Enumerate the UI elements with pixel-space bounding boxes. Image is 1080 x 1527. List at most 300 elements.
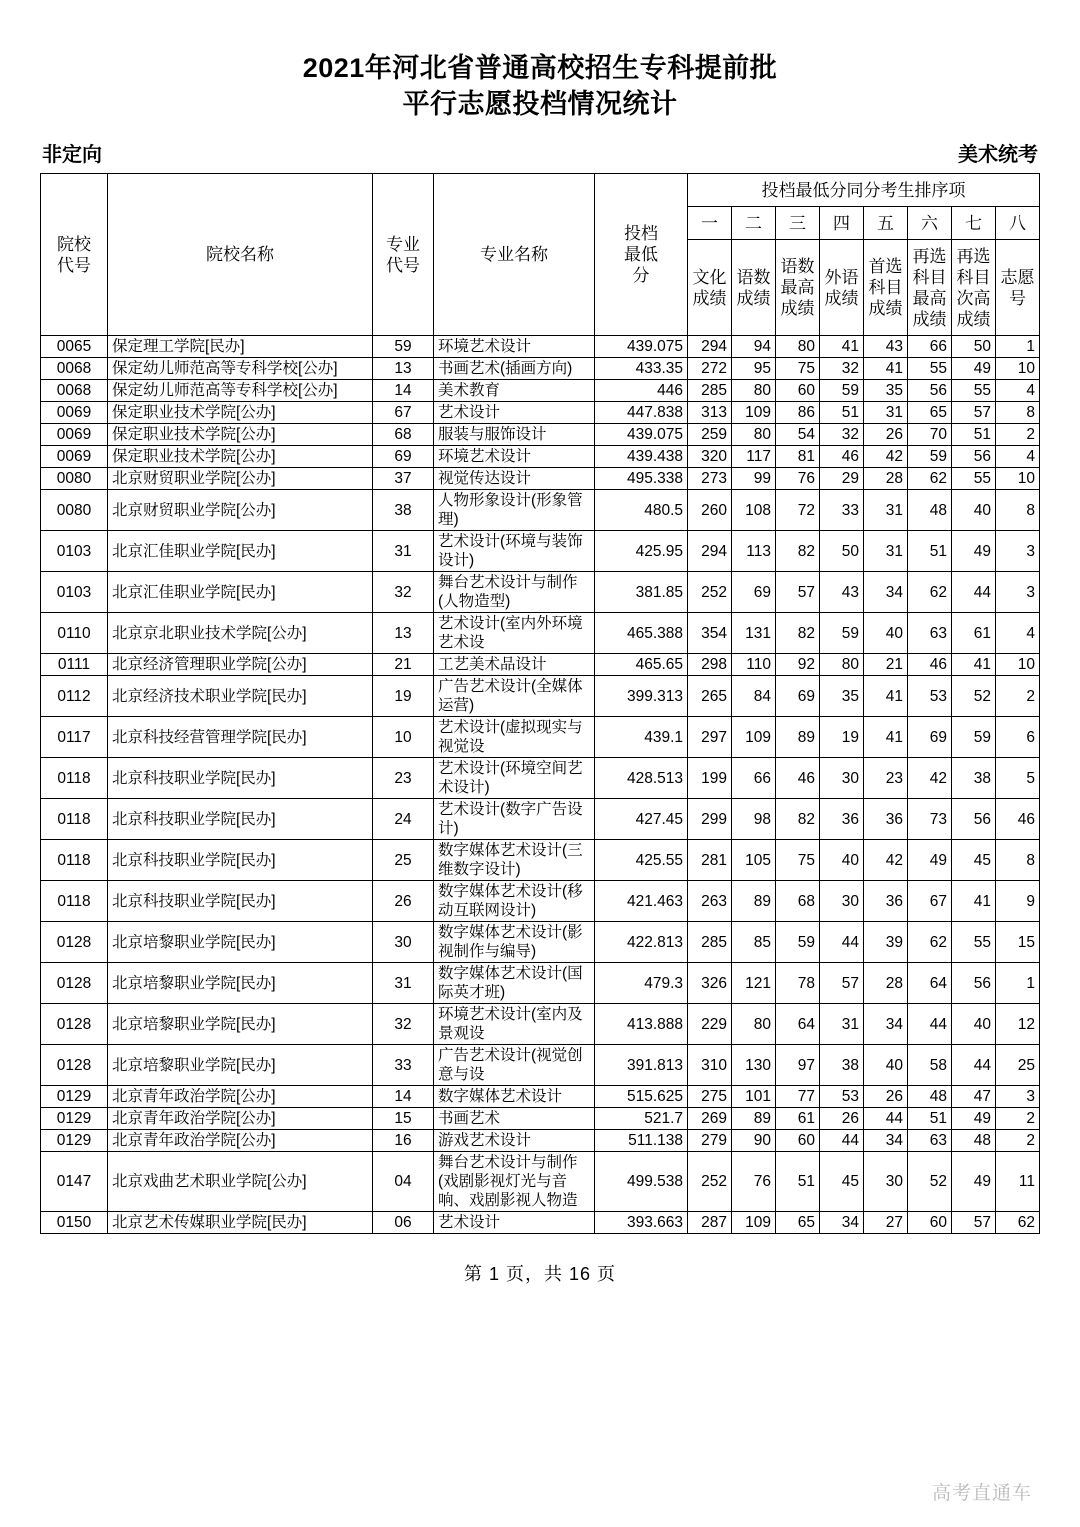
cell-reselect-second: 56 bbox=[952, 446, 996, 468]
cell-reselect-second: 47 bbox=[952, 1086, 996, 1108]
cell-chinese-math: 108 bbox=[732, 490, 776, 531]
cell-first-choice: 26 bbox=[864, 424, 908, 446]
cell-volunteer-no: 2 bbox=[996, 1108, 1040, 1130]
cell-foreign: 51 bbox=[820, 402, 864, 424]
cell-chinese-math-max: 68 bbox=[776, 881, 820, 922]
table-row bbox=[41, 1152, 1040, 1212]
cell-major-code: 37 bbox=[373, 468, 434, 490]
cell-major-code: 14 bbox=[373, 380, 434, 402]
cell-major-code: 23 bbox=[373, 758, 434, 799]
cell-first-choice: 40 bbox=[864, 613, 908, 654]
cell-school-name: 北京汇佳职业学院[民办] bbox=[108, 572, 373, 613]
cell-reselect-max: 64 bbox=[908, 963, 952, 1004]
cell-volunteer-no: 3 bbox=[996, 531, 1040, 572]
cell-chinese-math-max: 76 bbox=[776, 468, 820, 490]
cell-major-name-text: 游戏艺术设计 bbox=[438, 1132, 532, 1149]
col-header-volunteer-no: 志愿 号 bbox=[996, 240, 1040, 336]
cell-reselect-second: 49 bbox=[952, 531, 996, 572]
cell-reselect-second: 48 bbox=[952, 1130, 996, 1152]
cell-major-name-text: 人物形象设计(形象管理) bbox=[438, 492, 583, 528]
cell-major-code: 25 bbox=[373, 840, 434, 881]
cell-chinese-math-max: 64 bbox=[776, 1004, 820, 1045]
cell-chinese-math: 101 bbox=[732, 1086, 776, 1108]
cell-major-name bbox=[434, 490, 595, 531]
cell-major-name bbox=[434, 380, 595, 402]
cell-first-choice: 44 bbox=[864, 1108, 908, 1130]
cell-first-choice: 35 bbox=[864, 380, 908, 402]
cell-school-code: 0129 bbox=[41, 1086, 108, 1108]
cell-chinese-math-max: 80 bbox=[776, 336, 820, 358]
cell-major-name-text: 广告艺术设计(视觉创意与设 bbox=[438, 1047, 583, 1083]
cell-major-code: 38 bbox=[373, 490, 434, 531]
cell-min-score: 479.3 bbox=[595, 963, 688, 1004]
cell-school-name: 北京培黎职业学院[民办] bbox=[108, 1004, 373, 1045]
cell-chinese-math: 80 bbox=[732, 424, 776, 446]
cell-foreign: 30 bbox=[820, 881, 864, 922]
cell-foreign: 31 bbox=[820, 1004, 864, 1045]
cell-first-choice: 41 bbox=[864, 358, 908, 380]
table-row bbox=[41, 1004, 1040, 1045]
cell-culture: 199 bbox=[688, 758, 732, 799]
cell-chinese-math: 76 bbox=[732, 1152, 776, 1212]
page-footer: 第 1 页，共 16 页 bbox=[463, 1264, 617, 1284]
cell-major-code: 33 bbox=[373, 1045, 434, 1086]
table-row bbox=[41, 654, 1040, 676]
cell-volunteer-no: 2 bbox=[996, 676, 1040, 717]
cell-reselect-max: 63 bbox=[908, 613, 952, 654]
cell-reselect-second: 49 bbox=[952, 1152, 996, 1212]
cell-foreign: 45 bbox=[820, 1152, 864, 1212]
cell-major-name bbox=[434, 881, 595, 922]
cell-major-name bbox=[434, 963, 595, 1004]
cell-foreign: 50 bbox=[820, 531, 864, 572]
cell-major-name-text: 书画艺术(插画方向) bbox=[438, 360, 573, 377]
cell-major-name bbox=[434, 424, 595, 446]
cell-culture: 294 bbox=[688, 336, 732, 358]
cell-school-code: 0112 bbox=[41, 676, 108, 717]
cell-school-code: 0068 bbox=[41, 380, 108, 402]
cell-school-name: 北京科技经营管理学院[民办] bbox=[108, 717, 373, 758]
col-header-ordinal-6: 六 bbox=[908, 207, 952, 240]
cell-school-name: 北京艺术传媒职业学院[民办] bbox=[108, 1212, 373, 1234]
cell-foreign: 34 bbox=[820, 1212, 864, 1234]
cell-chinese-math-max: 75 bbox=[776, 358, 820, 380]
cell-first-choice: 27 bbox=[864, 1212, 908, 1234]
cell-major-name bbox=[434, 1045, 595, 1086]
cell-culture: 269 bbox=[688, 1108, 732, 1130]
cell-chinese-math-max: 86 bbox=[776, 402, 820, 424]
cell-school-name: 保定职业技术学院[公办] bbox=[108, 446, 373, 468]
cell-major-code: 26 bbox=[373, 881, 434, 922]
cell-major-name bbox=[434, 717, 595, 758]
cell-major-name-text: 舞台艺术设计与制作(人物造型) bbox=[438, 574, 578, 610]
subheader-row bbox=[40, 138, 1040, 173]
cell-major-name bbox=[434, 1108, 595, 1130]
table-row bbox=[41, 758, 1040, 799]
cell-chinese-math-max: 82 bbox=[776, 531, 820, 572]
cell-school-code: 0129 bbox=[41, 1130, 108, 1152]
cell-major-name bbox=[434, 1086, 595, 1108]
table-row bbox=[41, 613, 1040, 654]
cell-reselect-second: 41 bbox=[952, 881, 996, 922]
cell-chinese-math-max: 75 bbox=[776, 840, 820, 881]
cell-min-score: 446 bbox=[595, 380, 688, 402]
cell-school-code: 0065 bbox=[41, 336, 108, 358]
cell-first-choice: 40 bbox=[864, 1045, 908, 1086]
cell-chinese-math-max: 77 bbox=[776, 1086, 820, 1108]
cell-reselect-max: 65 bbox=[908, 402, 952, 424]
cell-first-choice: 28 bbox=[864, 963, 908, 1004]
cell-chinese-math: 95 bbox=[732, 358, 776, 380]
cell-school-name: 北京经济管理职业学院[公办] bbox=[108, 654, 373, 676]
cell-school-name: 保定幼儿师范高等专科学校[公办] bbox=[108, 380, 373, 402]
cell-major-code: 24 bbox=[373, 799, 434, 840]
cell-min-score: 427.45 bbox=[595, 799, 688, 840]
cell-volunteer-no: 3 bbox=[996, 572, 1040, 613]
cell-culture: 320 bbox=[688, 446, 732, 468]
cell-school-code: 0069 bbox=[41, 402, 108, 424]
cell-major-name bbox=[434, 468, 595, 490]
cell-reselect-max: 51 bbox=[908, 1108, 952, 1130]
cell-reselect-max: 73 bbox=[908, 799, 952, 840]
cell-foreign: 36 bbox=[820, 799, 864, 840]
cell-chinese-math: 66 bbox=[732, 758, 776, 799]
cell-major-name-text: 艺术设计(环境与装饰设计) bbox=[438, 533, 583, 569]
cell-major-code: 30 bbox=[373, 922, 434, 963]
cell-foreign: 29 bbox=[820, 468, 864, 490]
cell-major-name-text: 数字媒体艺术设计(国际英才班) bbox=[438, 965, 583, 1001]
cell-reselect-second: 49 bbox=[952, 358, 996, 380]
cell-major-code: 21 bbox=[373, 654, 434, 676]
cell-major-name-text: 数字媒体艺术设计(影视制作与编导) bbox=[438, 924, 583, 960]
watermark: 高考直通车 bbox=[931, 1483, 1032, 1504]
cell-min-score: 422.813 bbox=[595, 922, 688, 963]
col-header-major-code: 专业 代号 bbox=[373, 174, 434, 336]
cell-major-name bbox=[434, 1004, 595, 1045]
cell-reselect-max: 59 bbox=[908, 446, 952, 468]
col-header-school-code: 院校 代号 bbox=[41, 174, 108, 336]
cell-foreign: 32 bbox=[820, 424, 864, 446]
cell-chinese-math-max: 61 bbox=[776, 1108, 820, 1130]
page-title bbox=[40, 0, 1040, 122]
cell-reselect-max: 69 bbox=[908, 717, 952, 758]
cell-chinese-math: 109 bbox=[732, 1212, 776, 1234]
cell-school-code: 0103 bbox=[41, 572, 108, 613]
cell-major-code: 69 bbox=[373, 446, 434, 468]
cell-major-code: 59 bbox=[373, 336, 434, 358]
col-header-rank-group: 投档最低分同分考生排序项 bbox=[688, 174, 1040, 207]
cell-school-code: 0129 bbox=[41, 1108, 108, 1130]
cell-volunteer-no: 10 bbox=[996, 654, 1040, 676]
cell-school-name: 北京科技职业学院[民办] bbox=[108, 758, 373, 799]
cell-major-name-text: 数字媒体艺术设计(移动互联网设计) bbox=[438, 883, 583, 919]
cell-major-name-text: 环境艺术设计(室内及景观设 bbox=[438, 1006, 583, 1042]
cell-foreign: 32 bbox=[820, 358, 864, 380]
cell-major-code: 67 bbox=[373, 402, 434, 424]
col-header-culture: 文化 成绩 bbox=[688, 240, 732, 336]
cell-culture: 285 bbox=[688, 922, 732, 963]
cell-min-score: 425.95 bbox=[595, 531, 688, 572]
cell-school-code: 0080 bbox=[41, 468, 108, 490]
col-header-min-score: 投档 最低 分 bbox=[595, 174, 688, 336]
cell-school-code: 0128 bbox=[41, 922, 108, 963]
cell-reselect-max: 67 bbox=[908, 881, 952, 922]
cell-culture: 229 bbox=[688, 1004, 732, 1045]
cell-foreign: 46 bbox=[820, 446, 864, 468]
cell-major-name bbox=[434, 336, 595, 358]
cell-school-name: 北京青年政治学院[公办] bbox=[108, 1108, 373, 1130]
col-header-ordinal-3: 三 bbox=[776, 207, 820, 240]
cell-volunteer-no: 10 bbox=[996, 468, 1040, 490]
cell-min-score: 465.65 bbox=[595, 654, 688, 676]
cell-volunteer-no: 10 bbox=[996, 358, 1040, 380]
cell-major-code: 13 bbox=[373, 358, 434, 380]
col-header-first-choice: 首选 科目 成绩 bbox=[864, 240, 908, 336]
cell-school-name: 保定理工学院[民办] bbox=[108, 336, 373, 358]
cell-culture: 265 bbox=[688, 676, 732, 717]
cell-chinese-math: 109 bbox=[732, 402, 776, 424]
cell-first-choice: 43 bbox=[864, 336, 908, 358]
cell-reselect-second: 56 bbox=[952, 799, 996, 840]
cell-min-score: 391.813 bbox=[595, 1045, 688, 1086]
cell-major-name-text: 环境艺术设计 bbox=[438, 338, 532, 355]
cell-reselect-max: 63 bbox=[908, 1130, 952, 1152]
cell-culture: 310 bbox=[688, 1045, 732, 1086]
cell-culture: 252 bbox=[688, 1152, 732, 1212]
table-row bbox=[41, 402, 1040, 424]
cell-volunteer-no: 1 bbox=[996, 963, 1040, 1004]
cell-min-score: 413.888 bbox=[595, 1004, 688, 1045]
cell-culture: 287 bbox=[688, 1212, 732, 1234]
cell-reselect-second: 38 bbox=[952, 758, 996, 799]
cell-school-name: 北京青年政治学院[公办] bbox=[108, 1086, 373, 1108]
table-row bbox=[41, 676, 1040, 717]
cell-major-name bbox=[434, 758, 595, 799]
cell-major-code: 14 bbox=[373, 1086, 434, 1108]
cell-major-name-text: 艺术设计 bbox=[438, 404, 501, 421]
cell-major-code: 19 bbox=[373, 676, 434, 717]
cell-school-code: 0118 bbox=[41, 840, 108, 881]
cell-school-code: 0147 bbox=[41, 1152, 108, 1212]
col-header-reselect-max: 再选 科目 最高 成绩 bbox=[908, 240, 952, 336]
cell-school-code: 0111 bbox=[41, 654, 108, 676]
cell-min-score: 393.663 bbox=[595, 1212, 688, 1234]
cell-school-code: 0110 bbox=[41, 613, 108, 654]
cell-major-name bbox=[434, 358, 595, 380]
table-row bbox=[41, 358, 1040, 380]
cell-major-name-text: 艺术设计(环境空间艺术设计) bbox=[438, 760, 583, 796]
cell-major-code: 16 bbox=[373, 1130, 434, 1152]
cell-reselect-second: 45 bbox=[952, 840, 996, 881]
cell-reselect-second: 55 bbox=[952, 468, 996, 490]
cell-chinese-math: 98 bbox=[732, 799, 776, 840]
cell-chinese-math: 69 bbox=[732, 572, 776, 613]
cell-foreign: 30 bbox=[820, 758, 864, 799]
cell-reselect-max: 58 bbox=[908, 1045, 952, 1086]
cell-volunteer-no: 11 bbox=[996, 1152, 1040, 1212]
cell-chinese-math-max: 92 bbox=[776, 654, 820, 676]
cell-chinese-math: 80 bbox=[732, 1004, 776, 1045]
col-header-ordinal-4: 四 bbox=[820, 207, 864, 240]
cell-chinese-math: 131 bbox=[732, 613, 776, 654]
cell-first-choice: 21 bbox=[864, 654, 908, 676]
cell-chinese-math-max: 54 bbox=[776, 424, 820, 446]
cell-school-name: 北京戏曲艺术职业学院[公办] bbox=[108, 1152, 373, 1212]
cell-culture: 252 bbox=[688, 572, 732, 613]
cell-reselect-second: 49 bbox=[952, 1108, 996, 1130]
cell-school-name: 保定职业技术学院[公办] bbox=[108, 402, 373, 424]
cell-reselect-max: 42 bbox=[908, 758, 952, 799]
table-row bbox=[41, 963, 1040, 1004]
cell-min-score: 515.625 bbox=[595, 1086, 688, 1108]
cell-reselect-second: 40 bbox=[952, 1004, 996, 1045]
cell-volunteer-no: 4 bbox=[996, 380, 1040, 402]
cell-chinese-math: 130 bbox=[732, 1045, 776, 1086]
cell-major-name-text: 环境艺术设计 bbox=[438, 448, 532, 465]
cell-min-score: 511.138 bbox=[595, 1130, 688, 1152]
table-row bbox=[41, 922, 1040, 963]
cell-first-choice: 31 bbox=[864, 531, 908, 572]
cell-min-score: 495.338 bbox=[595, 468, 688, 490]
cell-school-name: 北京财贸职业学院[公办] bbox=[108, 490, 373, 531]
cell-foreign: 33 bbox=[820, 490, 864, 531]
cell-first-choice: 42 bbox=[864, 840, 908, 881]
col-header-chinese-math: 语数 成绩 bbox=[732, 240, 776, 336]
cell-major-name bbox=[434, 1152, 595, 1212]
cell-reselect-max: 56 bbox=[908, 380, 952, 402]
cell-major-name-text: 艺术设计(室内外环境艺术设 bbox=[438, 615, 583, 651]
cell-reselect-second: 44 bbox=[952, 572, 996, 613]
table-row bbox=[41, 446, 1040, 468]
cell-foreign: 57 bbox=[820, 963, 864, 1004]
cell-reselect-second: 55 bbox=[952, 380, 996, 402]
table-row bbox=[41, 424, 1040, 446]
cell-major-name bbox=[434, 531, 595, 572]
cell-first-choice: 31 bbox=[864, 490, 908, 531]
cell-chinese-math-max: 65 bbox=[776, 1212, 820, 1234]
cell-min-score: 447.838 bbox=[595, 402, 688, 424]
cell-school-name: 保定幼儿师范高等专科学校[公办] bbox=[108, 358, 373, 380]
cell-first-choice: 41 bbox=[864, 717, 908, 758]
cell-min-score: 439.1 bbox=[595, 717, 688, 758]
cell-first-choice: 34 bbox=[864, 1004, 908, 1045]
title-line-1: 2021年河北省普通高校招生专科提前批 bbox=[302, 53, 778, 83]
cell-volunteer-no: 6 bbox=[996, 717, 1040, 758]
cell-first-choice: 42 bbox=[864, 446, 908, 468]
cell-chinese-math-max: 46 bbox=[776, 758, 820, 799]
cell-school-code: 0068 bbox=[41, 358, 108, 380]
cell-volunteer-no: 9 bbox=[996, 881, 1040, 922]
col-header-ordinal-8: 八 bbox=[996, 207, 1040, 240]
col-header-school-name: 院校名称 bbox=[108, 174, 373, 336]
cell-culture: 263 bbox=[688, 881, 732, 922]
cell-major-code: 31 bbox=[373, 531, 434, 572]
cell-volunteer-no: 25 bbox=[996, 1045, 1040, 1086]
cell-reselect-max: 48 bbox=[908, 1086, 952, 1108]
cell-first-choice: 41 bbox=[864, 676, 908, 717]
cell-foreign: 40 bbox=[820, 840, 864, 881]
cell-school-code: 0118 bbox=[41, 758, 108, 799]
cell-reselect-second: 56 bbox=[952, 963, 996, 1004]
cell-foreign: 43 bbox=[820, 572, 864, 613]
cell-chinese-math: 89 bbox=[732, 881, 776, 922]
cell-school-code: 0069 bbox=[41, 424, 108, 446]
table-row bbox=[41, 1108, 1040, 1130]
cell-min-score: 499.538 bbox=[595, 1152, 688, 1212]
cell-reselect-max: 46 bbox=[908, 654, 952, 676]
cell-foreign: 59 bbox=[820, 613, 864, 654]
cell-school-code: 0128 bbox=[41, 1045, 108, 1086]
header-row-group bbox=[41, 174, 1040, 207]
cell-major-code: 15 bbox=[373, 1108, 434, 1130]
table-row bbox=[41, 336, 1040, 358]
cell-min-score: 480.5 bbox=[595, 490, 688, 531]
col-header-major-name: 专业名称 bbox=[434, 174, 595, 336]
cell-chinese-math: 85 bbox=[732, 922, 776, 963]
cell-major-name bbox=[434, 922, 595, 963]
cell-major-name bbox=[434, 654, 595, 676]
cell-school-code: 0150 bbox=[41, 1212, 108, 1234]
cell-school-name: 北京科技职业学院[民办] bbox=[108, 799, 373, 840]
cell-first-choice: 39 bbox=[864, 922, 908, 963]
table-header bbox=[41, 174, 1040, 336]
cell-first-choice: 36 bbox=[864, 881, 908, 922]
cell-culture: 260 bbox=[688, 490, 732, 531]
cell-school-code: 0128 bbox=[41, 963, 108, 1004]
cell-volunteer-no: 4 bbox=[996, 446, 1040, 468]
cell-foreign: 35 bbox=[820, 676, 864, 717]
cell-major-name-text: 书画艺术 bbox=[438, 1110, 501, 1127]
cell-major-name bbox=[434, 613, 595, 654]
cell-chinese-math: 89 bbox=[732, 1108, 776, 1130]
cell-reselect-max: 62 bbox=[908, 922, 952, 963]
cell-major-name-text: 艺术设计 bbox=[438, 1214, 501, 1231]
cell-min-score: 421.463 bbox=[595, 881, 688, 922]
cell-chinese-math: 117 bbox=[732, 446, 776, 468]
cell-reselect-second: 55 bbox=[952, 922, 996, 963]
cell-reselect-second: 52 bbox=[952, 676, 996, 717]
cell-school-code: 0069 bbox=[41, 446, 108, 468]
cell-culture: 294 bbox=[688, 531, 732, 572]
cell-major-code: 32 bbox=[373, 572, 434, 613]
cell-major-name-text: 艺术设计(虚拟现实与视觉设 bbox=[438, 719, 583, 755]
cell-reselect-second: 57 bbox=[952, 402, 996, 424]
col-header-foreign: 外语 成绩 bbox=[820, 240, 864, 336]
cell-culture: 259 bbox=[688, 424, 732, 446]
cell-first-choice: 36 bbox=[864, 799, 908, 840]
cell-min-score: 439.075 bbox=[595, 336, 688, 358]
cell-first-choice: 23 bbox=[864, 758, 908, 799]
cell-min-score: 465.388 bbox=[595, 613, 688, 654]
cell-school-name: 北京培黎职业学院[民办] bbox=[108, 922, 373, 963]
cell-volunteer-no: 3 bbox=[996, 1086, 1040, 1108]
table-row bbox=[41, 572, 1040, 613]
cell-volunteer-no: 46 bbox=[996, 799, 1040, 840]
cell-chinese-math: 105 bbox=[732, 840, 776, 881]
table-row bbox=[41, 531, 1040, 572]
table-row bbox=[41, 717, 1040, 758]
cell-school-name: 保定职业技术学院[公办] bbox=[108, 424, 373, 446]
cell-min-score: 521.7 bbox=[595, 1108, 688, 1130]
cell-reselect-second: 40 bbox=[952, 490, 996, 531]
cell-reselect-max: 44 bbox=[908, 1004, 952, 1045]
cell-reselect-max: 51 bbox=[908, 531, 952, 572]
cell-reselect-max: 53 bbox=[908, 676, 952, 717]
cell-major-code: 31 bbox=[373, 963, 434, 1004]
table-row bbox=[41, 1045, 1040, 1086]
title-line-2: 平行志愿投档情况统计 bbox=[402, 89, 678, 119]
cell-reselect-second: 59 bbox=[952, 717, 996, 758]
